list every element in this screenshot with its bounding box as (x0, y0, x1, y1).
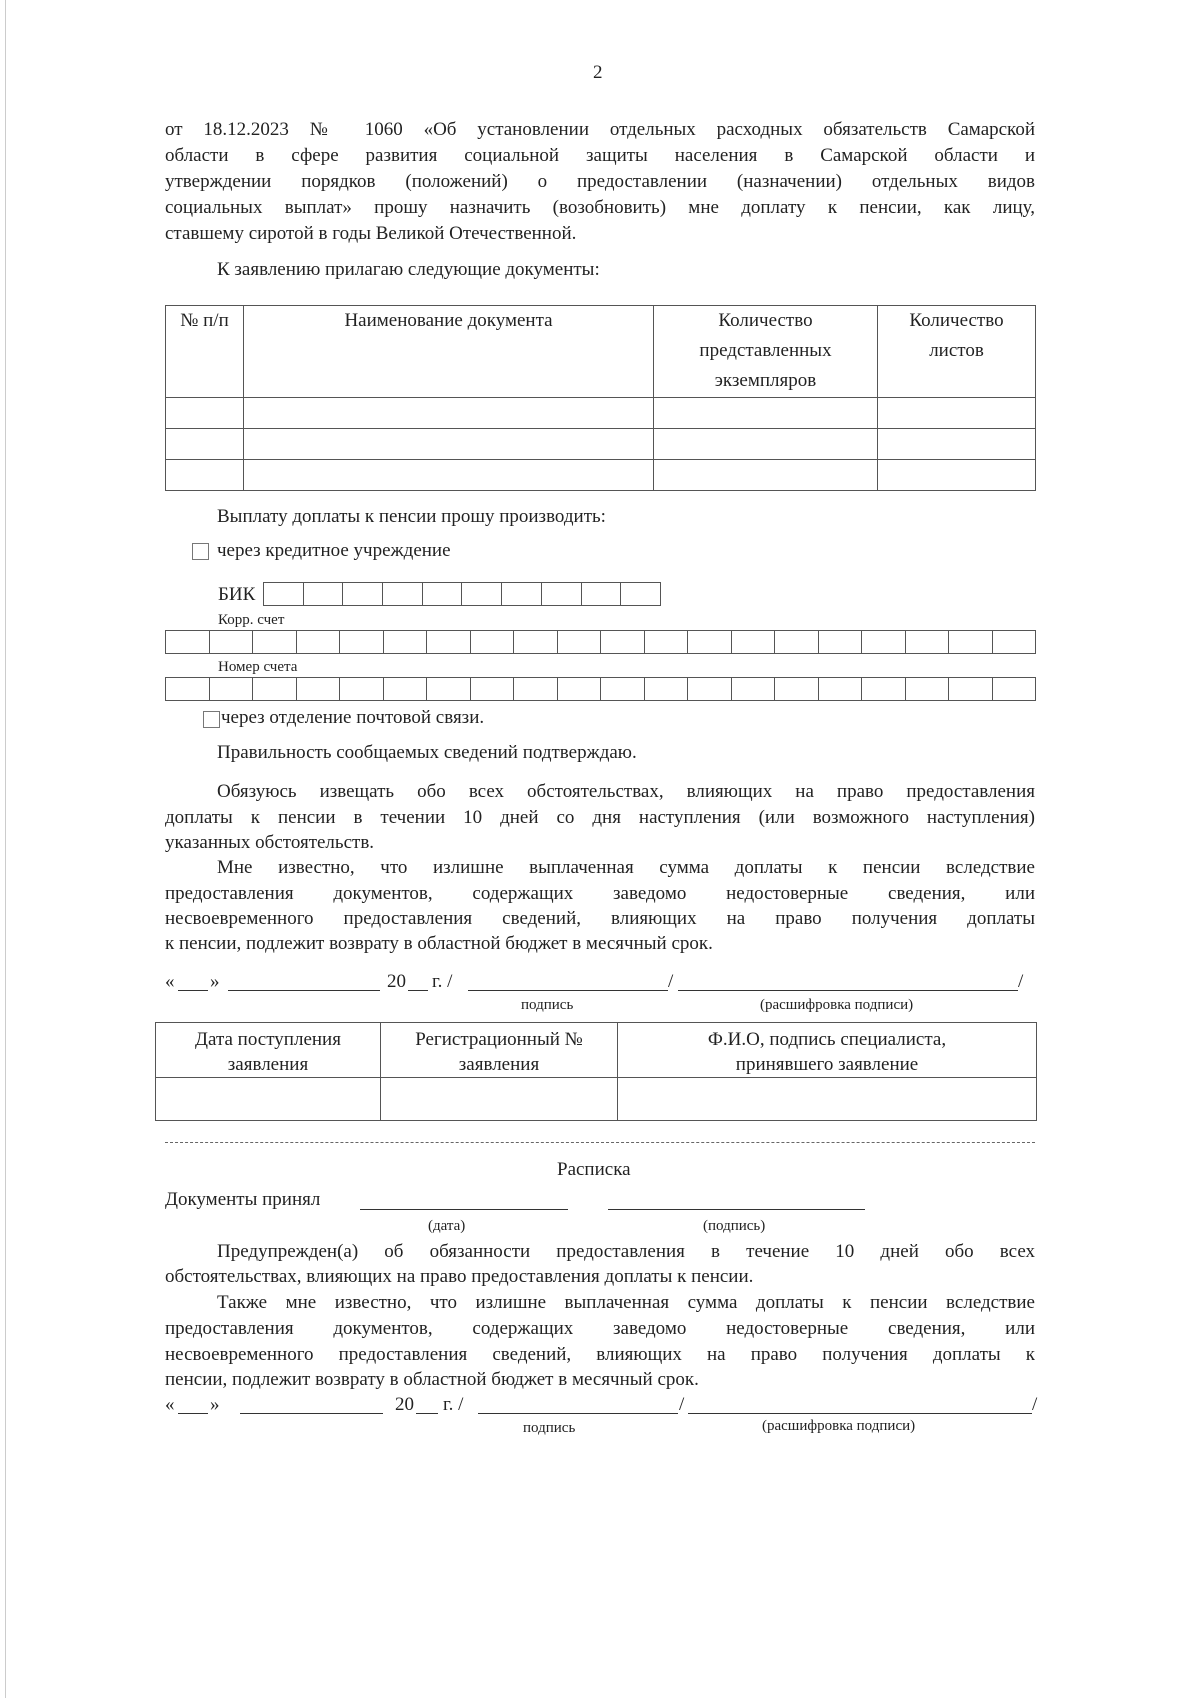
digit-box[interactable] (645, 631, 689, 653)
cell[interactable] (654, 398, 878, 429)
table-row (166, 398, 1036, 429)
cell[interactable] (166, 429, 244, 460)
name-field[interactable] (688, 1413, 1032, 1414)
receipt-aware-line: несвоевременного предоставления сведений, влияющих на право получения доплаты к (165, 1344, 1035, 1365)
digit-box[interactable] (906, 678, 950, 700)
post-checkbox[interactable] (203, 711, 220, 728)
signature-field[interactable] (468, 990, 668, 991)
aware-line: несвоевременного предоставления сведений, влияющих на право получения доплаты (165, 908, 1035, 929)
year-field[interactable] (416, 1413, 438, 1414)
slash: / (679, 1394, 685, 1415)
header-specialist (618, 1023, 1037, 1078)
aware-line: к пенсии, подлежит возврату в областной бюджет в месячный срок. (165, 933, 713, 954)
digit-box[interactable] (297, 678, 341, 700)
registration-table (155, 1022, 1037, 1121)
table-row (166, 429, 1036, 460)
oblige-line: Обязуюсь извещать обо всех обстоятельствах, влияющих на право предоставления (217, 781, 1035, 802)
post-option-label: через отделение почтовой связи. (221, 707, 485, 728)
receipt-date-field[interactable] (360, 1209, 568, 1210)
digit-box[interactable] (166, 631, 210, 653)
quote-close: » (210, 1394, 220, 1415)
digit-box[interactable] (601, 631, 645, 653)
cell[interactable] (166, 460, 244, 491)
receipt-title: Расписка (557, 1159, 631, 1180)
digit-box[interactable] (210, 678, 254, 700)
cell[interactable] (878, 460, 1036, 491)
header-text: Регистрационный № (415, 1029, 583, 1050)
digit-box[interactable] (423, 583, 463, 605)
digit-box[interactable] (297, 631, 341, 653)
header-text: Количество (718, 310, 813, 331)
corr-label: Корр. счет (218, 612, 285, 628)
day-field[interactable] (178, 990, 208, 991)
digit-box[interactable] (340, 678, 384, 700)
header-copies (654, 306, 878, 398)
header-text: заявления (458, 1054, 540, 1075)
corr-account-input[interactable] (165, 630, 1036, 654)
receipt-sign-field[interactable] (608, 1209, 865, 1210)
digit-box[interactable] (462, 583, 502, 605)
year-prefix: 20 (387, 971, 406, 992)
digit-box[interactable] (732, 678, 776, 700)
oblige-line: указанных обстоятельств. (165, 832, 375, 853)
header-sheets (878, 306, 1036, 398)
digit-box[interactable] (732, 631, 776, 653)
header-name: Наименование документа (244, 306, 654, 398)
attach-intro: К заявлению прилагаю следующие документы: (217, 259, 600, 280)
month-field[interactable] (228, 990, 380, 991)
digit-box[interactable] (621, 583, 661, 605)
receipt-aware-line: предоставления документов, содержащих заведомо недостоверные сведения, или (165, 1318, 1035, 1339)
header-text: заявления (227, 1054, 309, 1075)
digit-box[interactable] (471, 631, 515, 653)
header-text: представленных (699, 340, 832, 361)
accepted-label: Документы принял (165, 1189, 321, 1210)
digit-box[interactable] (558, 631, 602, 653)
signature-field[interactable] (478, 1413, 678, 1414)
bik-input[interactable] (263, 582, 661, 606)
cell[interactable] (618, 1078, 1037, 1121)
documents-table (165, 305, 1036, 491)
header-text: принявшего заявление (735, 1054, 919, 1075)
name-caption: (расшифровка подписи) (760, 997, 914, 1013)
oblige-line: доплаты к пенсии в течении 10 дней со дня наступления (или возможного наступления) (165, 807, 1035, 828)
cell[interactable] (878, 398, 1036, 429)
digit-box[interactable] (471, 678, 515, 700)
day-field[interactable] (178, 1413, 208, 1414)
header-date (156, 1023, 381, 1078)
digit-box[interactable] (253, 678, 297, 700)
scan-edge (5, 0, 6, 1698)
cell[interactable] (654, 429, 878, 460)
receipt-aware-line: пенсии, подлежит возврату в областной бюджет в месячный срок. (165, 1369, 699, 1390)
digit-box[interactable] (427, 631, 471, 653)
cell[interactable] (166, 398, 244, 429)
slash: / (1032, 1394, 1038, 1415)
aware-line: Мне известно, что излишне выплаченная сумма доплаты к пенсии вследствие (217, 857, 1035, 878)
cut-line (165, 1142, 1035, 1143)
digit-box[interactable] (949, 678, 993, 700)
digit-box[interactable] (514, 678, 558, 700)
quote-open: « (165, 971, 175, 992)
cell[interactable] (156, 1078, 381, 1121)
intro-line: области в сфере развития социальной защиты населения в Самарской области и (165, 145, 1035, 166)
slash: / (668, 971, 674, 992)
digit-box[interactable] (343, 583, 383, 605)
header-text: листов (929, 340, 984, 361)
digit-box[interactable] (340, 631, 384, 653)
name-field[interactable] (678, 990, 1018, 991)
year-suffix: г. / (432, 971, 453, 992)
digit-box[interactable] (775, 678, 819, 700)
digit-box[interactable] (383, 583, 423, 605)
digit-box[interactable] (993, 678, 1037, 700)
month-field[interactable] (240, 1413, 383, 1414)
digit-box[interactable] (427, 678, 471, 700)
cell[interactable] (878, 429, 1036, 460)
digit-box[interactable] (645, 678, 689, 700)
quote-open: « (165, 1394, 175, 1415)
table-row (166, 460, 1036, 491)
bik-label: БИК (218, 584, 256, 605)
slash: / (1018, 971, 1024, 992)
intro-line: утверждении порядков (положений) о предоставлении (назначении) отдельных видов (165, 171, 1035, 192)
cell[interactable] (244, 460, 654, 491)
intro-line: социальных выплат» прошу назначить (возобновить) мне доплату к пенсии, как лицу, (165, 197, 1035, 218)
year-field[interactable] (408, 990, 428, 991)
cell[interactable] (244, 398, 654, 429)
header-text: Дата поступления (195, 1029, 341, 1050)
warned-line: Предупрежден(а) об обязанности предоставления в течение 10 дней обо всех (217, 1241, 1035, 1262)
confirm-text: Правильность сообщаемых сведений подтверждаю. (217, 742, 637, 763)
warned-line: обстоятельствах, влияющих на право предоставления доплаты к пенсии. (165, 1266, 754, 1287)
signature-caption: подпись (521, 997, 574, 1013)
digit-box[interactable] (949, 631, 993, 653)
digit-box[interactable] (384, 678, 428, 700)
header-num: № п/п (166, 306, 244, 398)
date-caption: (дата) (428, 1218, 466, 1234)
digit-box[interactable] (819, 678, 863, 700)
digit-box[interactable] (558, 678, 602, 700)
digit-box[interactable] (819, 631, 863, 653)
digit-box[interactable] (993, 631, 1037, 653)
cell[interactable] (654, 460, 878, 491)
digit-box[interactable] (304, 583, 344, 605)
sign-caption: (подпись) (703, 1218, 766, 1234)
cell[interactable] (381, 1078, 618, 1121)
intro-line: ставшему сиротой в годы Великой Отечественной. (165, 223, 577, 244)
year-prefix: 20 (395, 1394, 414, 1415)
digit-box[interactable] (688, 631, 732, 653)
signature-caption: подпись (523, 1420, 576, 1436)
year-suffix: г. / (443, 1394, 464, 1415)
digit-box[interactable] (862, 631, 906, 653)
digit-box[interactable] (582, 583, 622, 605)
digit-box[interactable] (264, 583, 304, 605)
name-caption: (расшифровка подписи) (762, 1418, 916, 1434)
quote-close: » (210, 971, 220, 992)
bank-option-label: через кредитное учреждение (217, 540, 451, 561)
digit-box[interactable] (253, 631, 297, 653)
digit-box[interactable] (384, 631, 428, 653)
table-row (156, 1078, 1037, 1121)
header-text: экземпляров (714, 370, 817, 391)
digit-box[interactable] (542, 583, 582, 605)
digit-box[interactable] (502, 583, 542, 605)
payment-intro: Выплату доплаты к пенсии прошу производить: (217, 506, 606, 527)
aware-line: предоставления документов, содержащих заведомо недостоверные сведения, или (165, 883, 1035, 904)
digit-box[interactable] (166, 678, 210, 700)
account-number-input[interactable] (165, 677, 1036, 701)
digit-box[interactable] (688, 678, 732, 700)
bank-checkbox[interactable] (192, 543, 209, 560)
digit-box[interactable] (210, 631, 254, 653)
header-text: Количество (909, 310, 1004, 331)
account-label: Номер счета (218, 659, 298, 675)
digit-box[interactable] (906, 631, 950, 653)
cell[interactable] (244, 429, 654, 460)
digit-box[interactable] (775, 631, 819, 653)
header-reg-number (381, 1023, 618, 1078)
intro-line: от 18.12.2023 № 1060 «Об установлении отдельных расходных обязательств Самарской (165, 119, 1035, 140)
receipt-aware-line: Также мне известно, что излишне выплаченная сумма доплаты к пенсии вследствие (217, 1292, 1035, 1313)
header-text: Ф.И.О, подпись специалиста, (707, 1029, 947, 1050)
page-number: 2 (593, 62, 603, 83)
digit-box[interactable] (601, 678, 645, 700)
digit-box[interactable] (514, 631, 558, 653)
digit-box[interactable] (862, 678, 906, 700)
